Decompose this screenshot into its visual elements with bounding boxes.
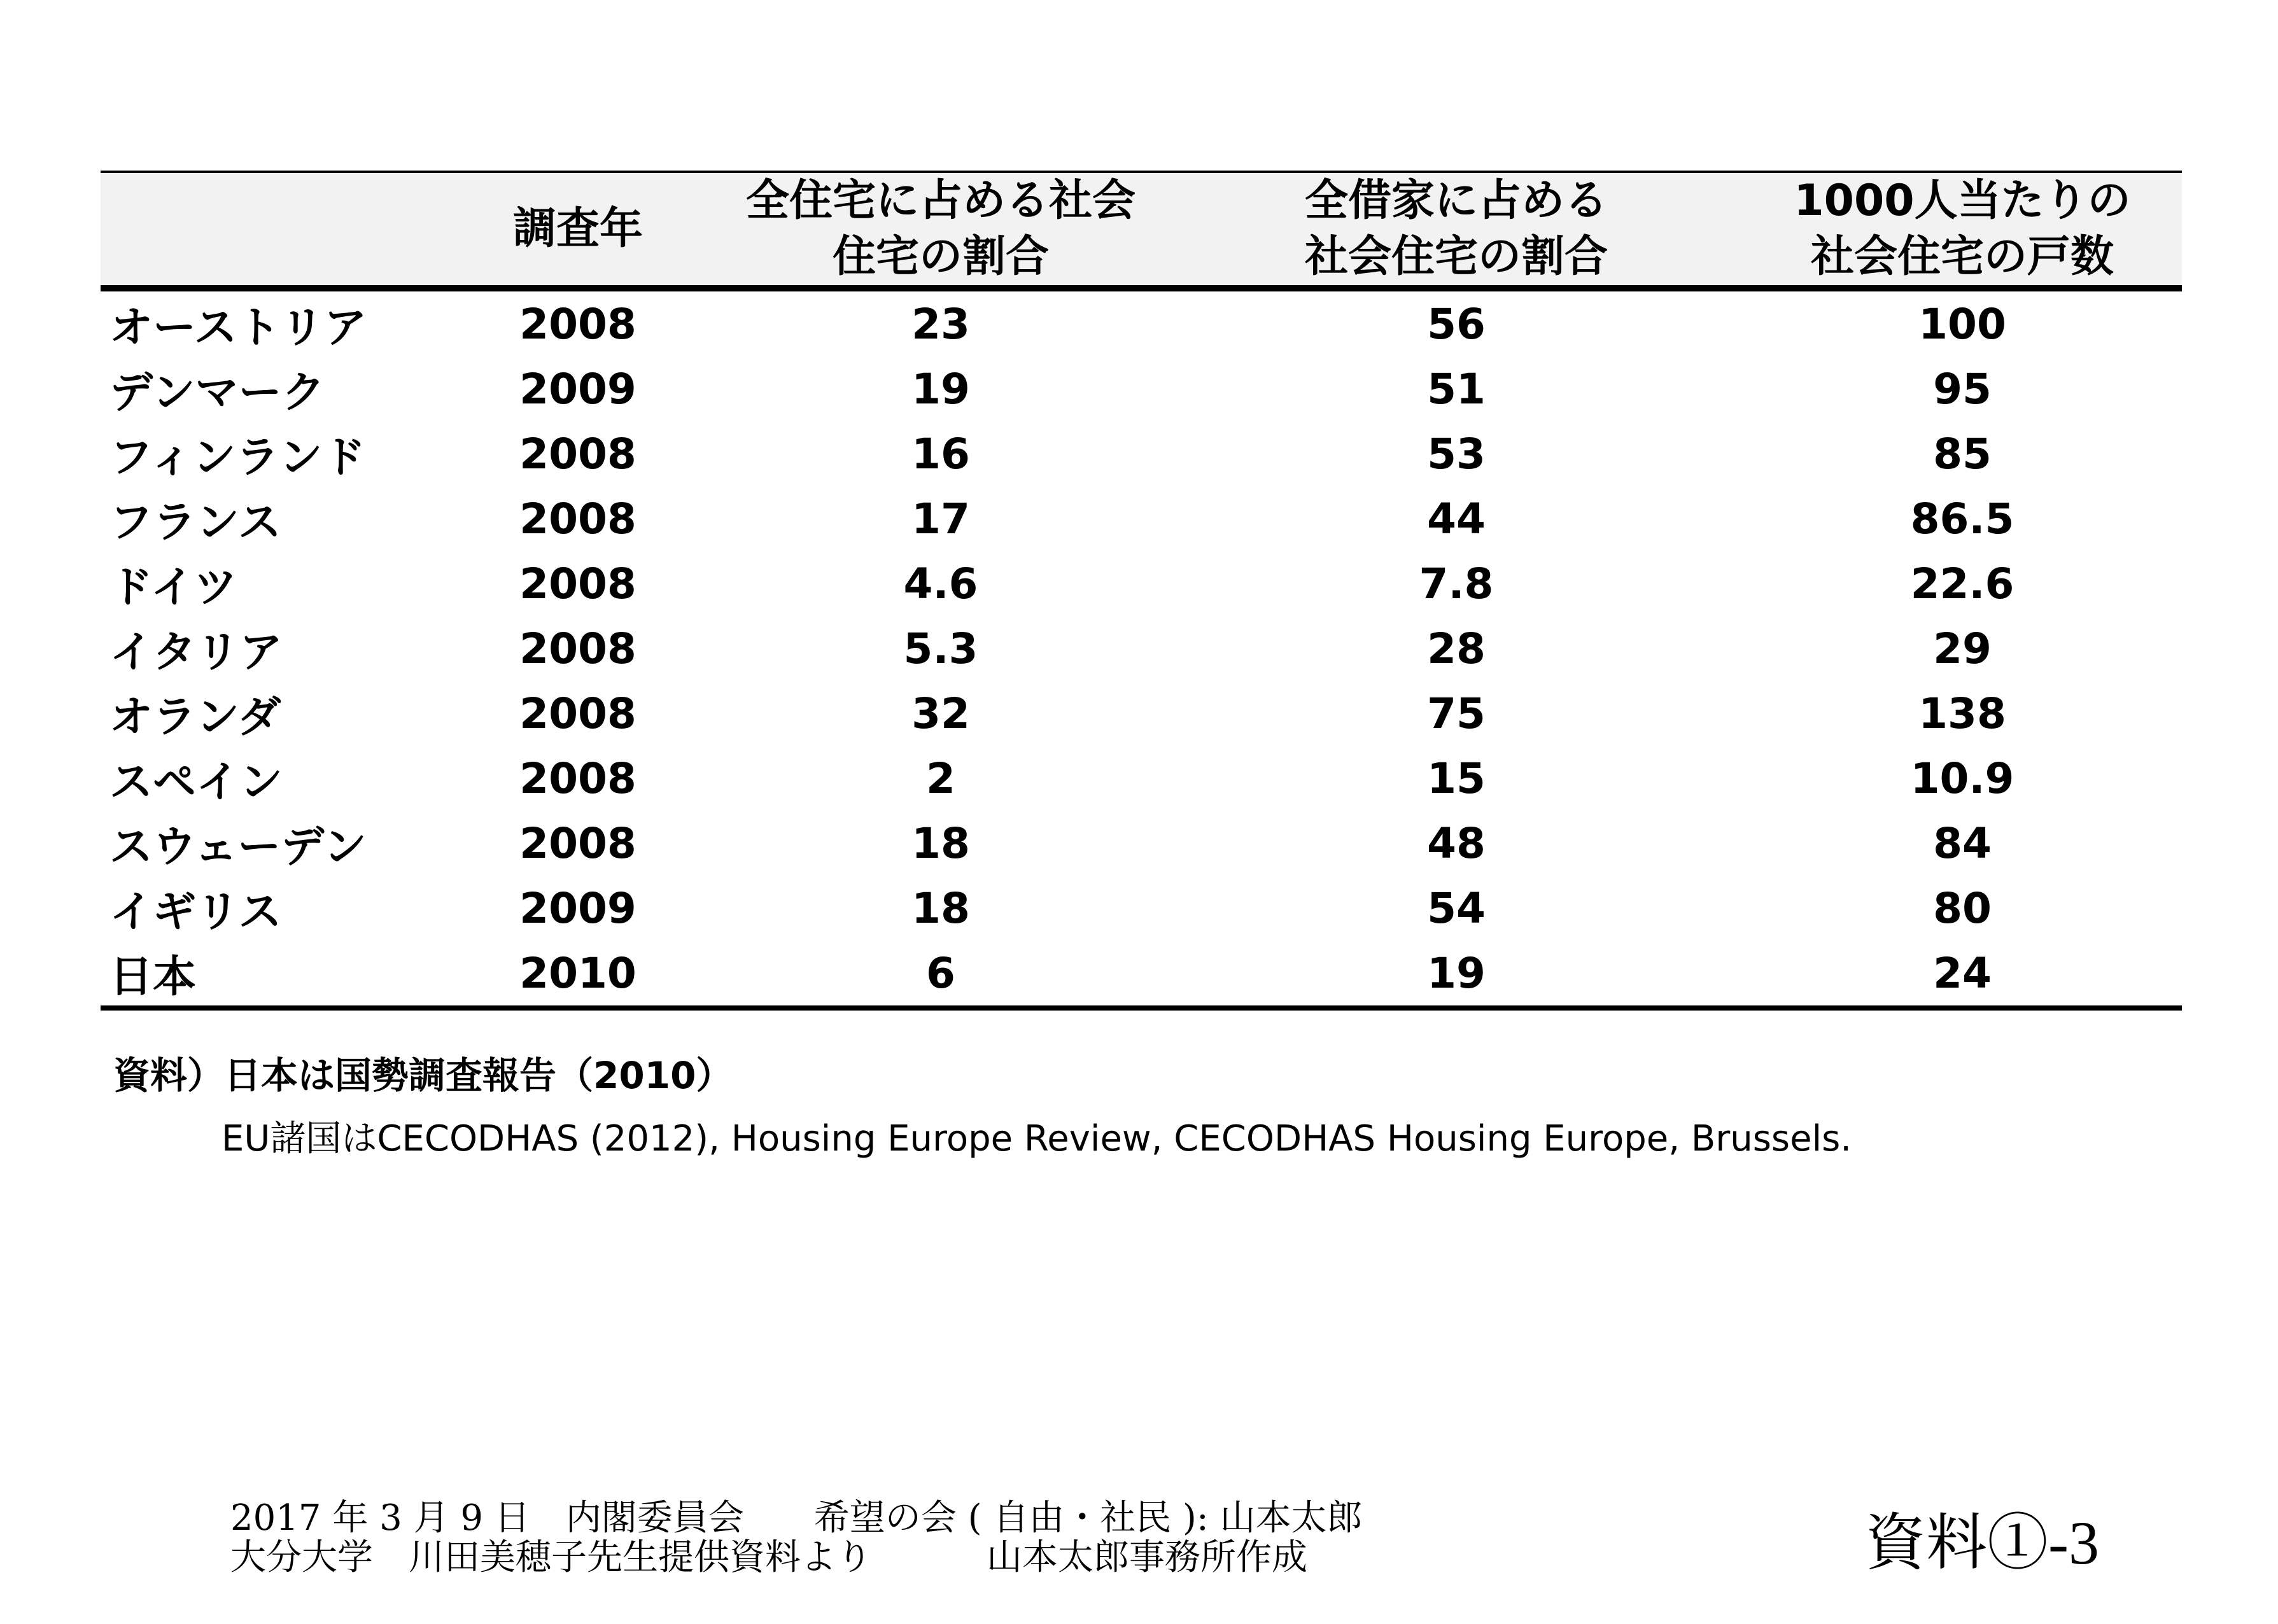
footer-date-committee: 2017 年 3 月 9 日 内閣委員会 [230, 1497, 744, 1539]
header-share-of-all-housing [712, 172, 1170, 288]
year-cell: 2008 [519, 559, 636, 608]
country-cell: スペイン [109, 757, 283, 808]
header-share-rental-line1: 全借家に占める [1304, 176, 1608, 226]
country-cell: イギリス [109, 886, 282, 937]
table-row [101, 681, 2182, 746]
table-header [101, 172, 2182, 288]
year-cell: 2008 [519, 753, 636, 803]
header-survey-year-label: 調査年 [512, 204, 643, 254]
per1000-cell: 22.6 [1910, 559, 2014, 608]
share-rental-cell: 7.8 [1419, 559, 1494, 608]
year-cell: 2008 [519, 624, 636, 673]
header-share-rental-line2: 社会住宅の割合 [1304, 232, 1608, 282]
header-per1000-line1: 1000人当たりの [1794, 176, 2131, 226]
country-cell: フィンランド [109, 432, 366, 483]
share-rental-cell: 75 [1427, 689, 1486, 738]
header-share-of-rental-housing [1170, 172, 1743, 288]
footer-material-source: 大分大学 川田美穂子先生提供資料より [230, 1537, 872, 1578]
social-housing-table-wrapper [101, 171, 2182, 1011]
share-rental-cell: 53 [1427, 429, 1486, 479]
table-row [101, 551, 2182, 616]
country-cell: ドイツ [109, 562, 237, 613]
header-row [101, 172, 2182, 288]
table-row [101, 746, 2182, 811]
header-share-all-line2: 住宅の割合 [832, 232, 1049, 282]
header-country [101, 172, 444, 288]
footer-line-2 [230, 1538, 1363, 1578]
header-survey-year [444, 172, 712, 288]
year-cell: 2009 [519, 364, 636, 414]
footer-line-1 [230, 1499, 1363, 1538]
country-cell: スウェーデン [109, 822, 367, 872]
per1000-cell: 138 [1918, 689, 2006, 738]
share-rental-cell: 19 [1170, 941, 1743, 1008]
share-rental-cell: 48 [1427, 818, 1486, 868]
source-note-japan: 資料）日本は国勢調査報告（2010） [113, 1054, 733, 1097]
header-units-per-1000 [1743, 172, 2182, 288]
share-all-cell: 19 [911, 364, 970, 414]
header-per1000-line2: 社会住宅の戸数 [1810, 232, 2114, 282]
footer-party-speaker: 希望の会 ( 自由・社民 ): 山本太郎 [813, 1497, 1363, 1539]
share-all-cell: 16 [911, 429, 970, 479]
per1000-cell: 24 [1743, 941, 2182, 1008]
table-row [101, 421, 2182, 486]
table-row [101, 356, 2182, 421]
share-all-cell: 5.3 [903, 624, 978, 673]
year-cell: 2008 [519, 818, 636, 868]
source-notes [113, 1044, 1852, 1171]
per1000-cell: 95 [1933, 364, 1992, 414]
share-all-cell: 4.6 [903, 559, 978, 608]
footer-office-credit: 山本太郎事務所作成 [987, 1537, 1307, 1578]
share-rental-cell: 56 [1427, 299, 1486, 349]
per1000-cell: 100 [1918, 299, 2006, 349]
country-cell: フランス [109, 497, 281, 548]
year-cell: 2010 [444, 941, 712, 1008]
country-cell: オーストリア [109, 302, 367, 353]
table-row [101, 486, 2182, 551]
table-row [101, 288, 2182, 356]
per1000-cell: 86.5 [1910, 494, 2014, 543]
per1000-cell: 10.9 [1910, 753, 2014, 803]
share-all-cell: 18 [911, 818, 970, 868]
share-rental-cell: 15 [1427, 753, 1486, 803]
year-cell: 2008 [519, 494, 636, 543]
share-rental-cell: 51 [1427, 364, 1486, 414]
document-label: 資料①-3 [1865, 1509, 2099, 1577]
country-cell: 日本 [101, 941, 444, 1008]
per1000-cell: 85 [1933, 429, 1992, 479]
per1000-cell: 80 [1933, 883, 1992, 933]
country-cell: デンマーク [109, 367, 325, 418]
table-row [101, 876, 2182, 941]
table-row [101, 616, 2182, 681]
source-note-eu: EU諸国はCECODHAS (2012), Housing Europe Review, CECODHAS Housing Europe, Brussels. [221, 1118, 1852, 1159]
share-rental-cell: 44 [1427, 494, 1486, 543]
footer-credits [230, 1499, 1363, 1578]
share-all-cell: 2 [926, 753, 955, 803]
per1000-cell: 84 [1933, 818, 1992, 868]
social-housing-table [101, 171, 2182, 1011]
share-all-cell: 23 [911, 299, 970, 349]
share-all-cell: 32 [911, 689, 970, 738]
share-all-cell: 17 [911, 494, 970, 543]
year-cell: 2008 [519, 689, 636, 738]
country-cell: オランダ [109, 692, 281, 743]
year-cell: 2008 [519, 299, 636, 349]
per1000-cell: 29 [1933, 624, 1992, 673]
share-rental-cell: 28 [1427, 624, 1486, 673]
country-cell: イタリア [109, 627, 283, 678]
header-share-all-line1: 全住宅に占める社会 [745, 176, 1135, 226]
table-body [101, 288, 2182, 1008]
share-all-cell: 18 [911, 883, 970, 933]
share-rental-cell: 54 [1427, 883, 1486, 933]
share-all-cell: 6 [712, 941, 1170, 1008]
year-cell: 2008 [519, 429, 636, 479]
year-cell: 2009 [519, 883, 636, 933]
table-row [101, 811, 2182, 876]
table-row [101, 941, 2182, 1008]
